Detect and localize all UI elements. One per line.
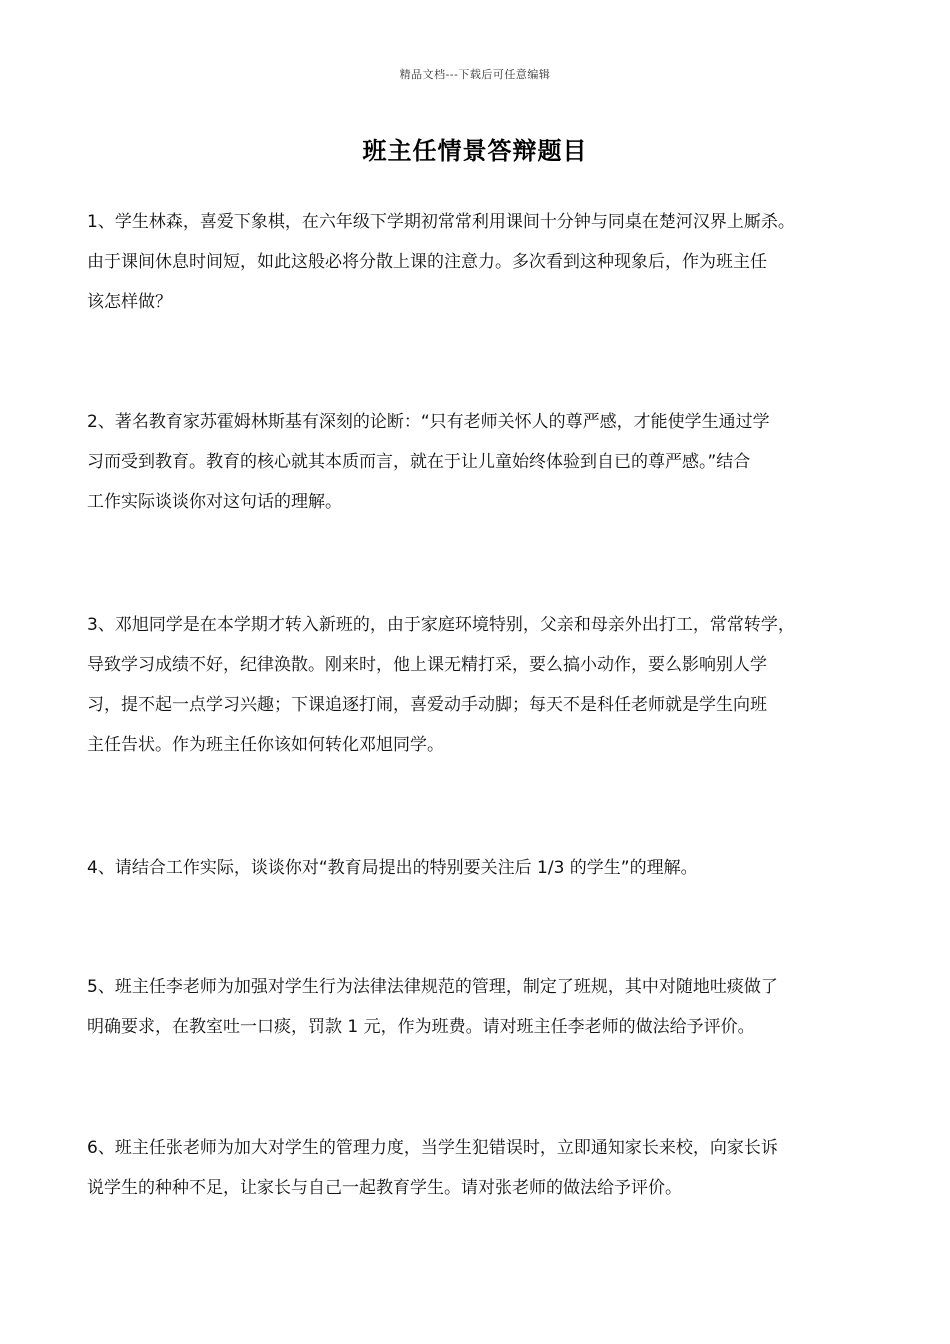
question-line: 6、班主任张老师为加大对学生的管理力度，当学生犯错误时，立即通知家长来校，向家长诉	[87, 1138, 778, 1158]
question-line: 主任告状。作为班主任你该如何转化邓旭同学。	[87, 735, 444, 755]
question-line: 由于课间休息时间短，如此这般必将分散上课的注意力。多次看到这种现象后，作为班主任	[87, 252, 767, 272]
question-5	[87, 967, 887, 1047]
question-3	[87, 605, 887, 765]
question-line: 4、请结合工作实际，谈谈你对“教育局提出的特别要关注后 1/3 的学生”的理解。	[87, 858, 698, 878]
question-2	[87, 402, 887, 522]
question-line: 该怎样做？	[87, 292, 172, 312]
document-title: 班主任情景答辩题目	[362, 136, 588, 165]
question-line: 导致学习成绩不好，纪律涣散。刚来时，他上课无精打采，要么搞小动作，要么影响别人学	[87, 655, 767, 675]
question-line: 习而受到教育。教育的核心就其本质而言，就在于让儿童始终体验到自已的尊严感。”结合	[87, 452, 751, 472]
question-line: 明确要求，在教室吐一口痰，罚款 1 元，作为班费。请对班主任李老师的做法给予评价。	[87, 1017, 755, 1037]
question-line: 工作实际谈谈你对这句话的理解。	[87, 492, 342, 512]
page-header: 精品文档---下载后可任意编辑	[399, 68, 551, 81]
question-line: 习，提不起一点学习兴趣；下课追逐打闹，喜爱动手动脚；每天不是科任老师就是学生向班	[87, 695, 767, 715]
question-line: 2、著名教育家苏霍姆林斯基有深刻的论断：“只有老师关怀人的尊严感，才能使学生通过学	[87, 412, 770, 432]
question-line: 说学生的种种不足，让家长与自己一起教育学生。请对张老师的做法给予评价。	[87, 1178, 682, 1198]
question-6	[87, 1128, 887, 1208]
question-line: 5、班主任李老师为加强对学生行为法律法律规范的管理，制定了班规，其中对随地吐痰做了	[87, 977, 778, 997]
question-line: 3、邓旭同学是在本学期才转入新班的，由于家庭环境特别，父亲和母亲外出打工，常常转学，	[87, 615, 795, 635]
question-1	[87, 202, 887, 322]
question-line: 1、学生林森，喜爱下象棋，在六年级下学期初常常利用课间十分钟与同桌在楚河汉界上厮杀。	[87, 212, 795, 232]
question-4	[87, 848, 887, 888]
